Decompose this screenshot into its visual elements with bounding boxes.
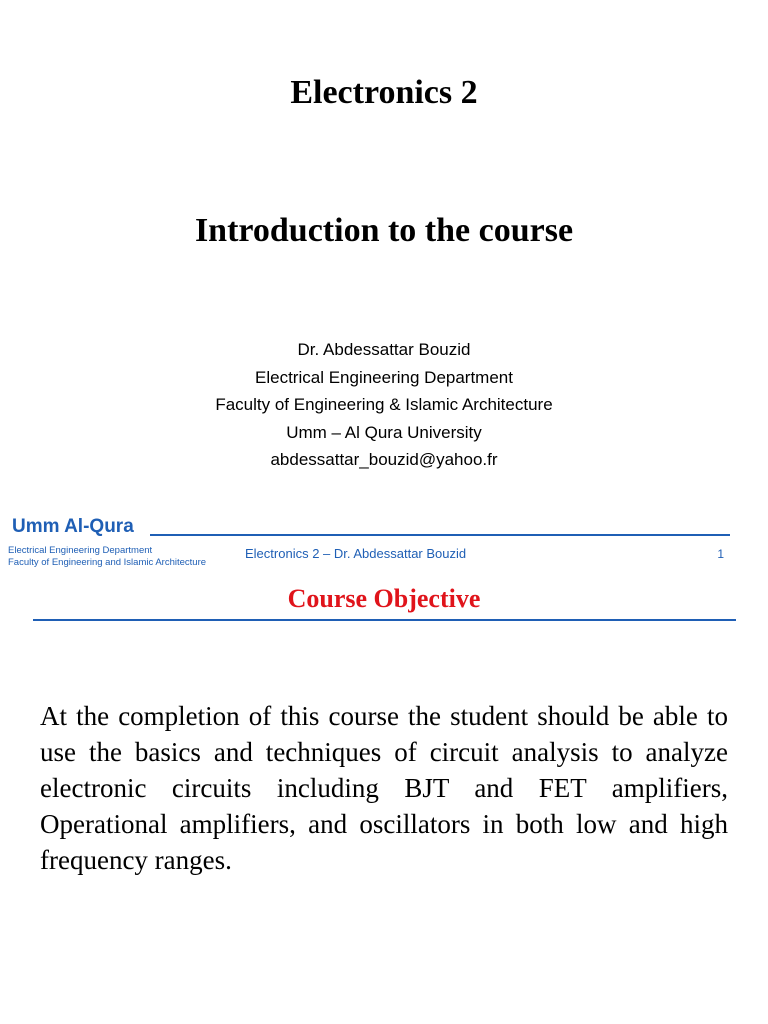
- author-name: Dr. Abdessattar Bouzid: [297, 340, 471, 359]
- page-number: 1: [717, 547, 724, 561]
- section-heading: Course Objective: [287, 584, 481, 613]
- slide-subtitle: Introduction to the course: [194, 212, 574, 249]
- footer-course-author: Electronics 2 – Dr. Abdessattar Bouzid: [245, 546, 467, 561]
- author-university: Umm – Al Qura University: [286, 422, 482, 442]
- footer-divider: [150, 534, 730, 536]
- author-email: abdessattar_bouzid@yahoo.fr: [270, 450, 498, 469]
- author-faculty: Faculty of Engineering & Islamic Architecture: [215, 395, 553, 414]
- footer-university: Umm Al-Qura: [12, 516, 134, 537]
- author-block: [0, 336, 768, 474]
- heading-divider: [33, 619, 736, 621]
- footer-department: Electrical Engineering Department: [8, 545, 153, 556]
- author-department: Electrical Engineering Department: [255, 367, 513, 387]
- objective-paragraph: At the completion of this course the student should be able to use the basics and techniques of circuit analysis to analyze electronic circuits including BJT and FET amplifiers, Operational amplifiers, and oscillators in both low and high frequency ranges.: [40, 701, 728, 875]
- slide-title: Electronics 2: [290, 74, 478, 111]
- footer-faculty: Faculty of Engineering and Islamic Architecture: [8, 557, 207, 568]
